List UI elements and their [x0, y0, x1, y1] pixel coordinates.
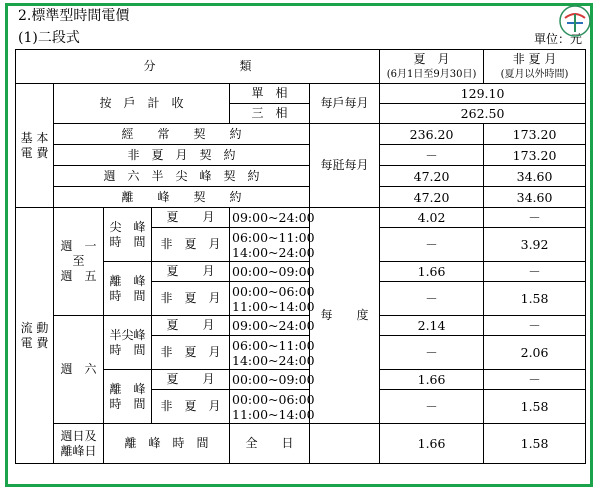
- sunday-nonsummer-rate: 1.58: [484, 424, 586, 464]
- sunday-per-kwh-blank: [310, 424, 380, 464]
- saturday-semipeak-summer-nonsummer-rate: －: [484, 316, 586, 336]
- offpeak-contract-summer-value: 47.20: [380, 187, 484, 208]
- weekday-peak-label: 尖 峰 時 間: [104, 208, 152, 262]
- nonsummer-header: 非 夏 月 (夏月以外時間): [484, 50, 586, 84]
- saturday-semipeak-summer-label: 夏 月: [152, 316, 230, 336]
- regular-summer-value: 236.20: [380, 124, 484, 145]
- section-title: (1)二段式: [18, 30, 80, 46]
- saturday-semipeak-nonsummer-summer-rate: －: [380, 336, 484, 370]
- saturday-offpeak-summer-nonsummer-rate: －: [484, 370, 586, 390]
- weekday-label: 週 一 至 週 五: [54, 208, 104, 316]
- single-phase-value: 129.10: [380, 84, 586, 104]
- saturday-semipeak-summer-value: 47.20: [380, 166, 484, 187]
- weekday-offpeak-summer-nonsummer-rate: －: [484, 262, 586, 282]
- saturday-semipeak-summer-rate: 2.14: [380, 316, 484, 336]
- weekday-peak-nonsummer-rate: 3.92: [484, 228, 586, 262]
- weekday-peak-summer-label: 夏 月: [152, 208, 230, 228]
- nonsummer-contract-label: 非 夏 月 契 約: [54, 145, 310, 166]
- saturday-semipeak-nonsummer-rate: 2.06: [484, 336, 586, 370]
- offpeak-contract-label: 離 峰 契 約: [54, 187, 310, 208]
- basic-fee-label: 基 本 電 費: [16, 84, 54, 208]
- saturday-label: 週 六: [54, 316, 104, 424]
- three-phase-value: 262.50: [380, 104, 586, 124]
- weekday-offpeak-nonsummer-rate: 1.58: [484, 282, 586, 316]
- weekday-peak-summer-time: 09:00~24:00: [230, 208, 310, 228]
- sunday-offpeak-day-label: 週日及 離峰日: [54, 424, 104, 464]
- weekday-peak-summer-rate: 4.02: [380, 208, 484, 228]
- three-phase-label: 三 相: [230, 104, 310, 124]
- weekday-offpeak-nonsummer-summer-rate: －: [380, 282, 484, 316]
- saturday-semipeak-summer-time: 09:00~24:00: [230, 316, 310, 336]
- saturday-semipeak-nonsummer-label: 非 夏 月: [152, 336, 230, 370]
- saturday-offpeak-summer-rate: 1.66: [380, 370, 484, 390]
- saturday-offpeak-nonsummer-summer-rate: －: [380, 390, 484, 424]
- weekday-offpeak-nonsummer-time: 00:00~06:00 11:00~14:00: [230, 282, 310, 316]
- sunday-offpeak-time-label: 離 峰 時 間: [104, 424, 230, 464]
- per-household-label: 按 戶 計 收: [54, 84, 230, 124]
- single-phase-label: 單 相: [230, 84, 310, 104]
- saturday-offpeak-label: 離 峰 時 間: [104, 370, 152, 424]
- nonsummer-contract-nonsummer-value: 173.20: [484, 145, 586, 166]
- page-title: 2.標準型時間電價: [18, 8, 130, 24]
- sunday-all-day-label: 全 日: [230, 424, 310, 464]
- saturday-semipeak-contract-label: 週 六 半 尖 峰 契 約: [54, 166, 310, 187]
- weekday-offpeak-summer-time: 00:00~09:00: [230, 262, 310, 282]
- saturday-offpeak-summer-label: 夏 月: [152, 370, 230, 390]
- regular-contract-label: 經 常 契 約: [54, 124, 310, 145]
- classification-header: 分 類: [16, 50, 380, 84]
- offpeak-contract-nonsummer-value: 34.60: [484, 187, 586, 208]
- nonsummer-contract-summer-value: －: [380, 145, 484, 166]
- weekday-offpeak-label: 離 峰 時 間: [104, 262, 152, 316]
- weekday-peak-nonsummer-time: 06:00~11:00 14:00~24:00: [230, 228, 310, 262]
- saturday-semipeak-nonsummer-time: 06:00~11:00 14:00~24:00: [230, 336, 310, 370]
- saturday-offpeak-nonsummer-label: 非 夏 月: [152, 390, 230, 424]
- per-kw-month-label: 每瓩每月: [310, 124, 380, 208]
- per-household-month-label: 每戶每月: [310, 84, 380, 124]
- saturday-offpeak-nonsummer-time: 00:00~06:00 11:00~14:00: [230, 390, 310, 424]
- per-kwh-label: 每 度: [310, 208, 380, 424]
- flow-fee-label: 流 動 電 費: [16, 208, 54, 464]
- regular-nonsummer-value: 173.20: [484, 124, 586, 145]
- weekday-offpeak-summer-rate: 1.66: [380, 262, 484, 282]
- weekday-peak-nonsummer-label: 非 夏 月: [152, 228, 230, 262]
- saturday-offpeak-nonsummer-rate: 1.58: [484, 390, 586, 424]
- weekday-peak-nonsummer-summer-rate: －: [380, 228, 484, 262]
- weekday-offpeak-summer-label: 夏 月: [152, 262, 230, 282]
- tariff-table: [15, 49, 586, 464]
- saturday-semipeak-nonsummer-value: 34.60: [484, 166, 586, 187]
- weekday-peak-summer-nonsummer-rate: －: [484, 208, 586, 228]
- weekday-offpeak-nonsummer-label: 非 夏 月: [152, 282, 230, 316]
- saturday-offpeak-summer-time: 00:00~09:00: [230, 370, 310, 390]
- saturday-semipeak-label: 半尖峰 時 間: [104, 316, 152, 370]
- sunday-summer-rate: 1.66: [380, 424, 484, 464]
- summer-header: 夏 月 (6月1日至9月30日): [380, 50, 484, 84]
- unit-label: 單位：元: [533, 32, 582, 46]
